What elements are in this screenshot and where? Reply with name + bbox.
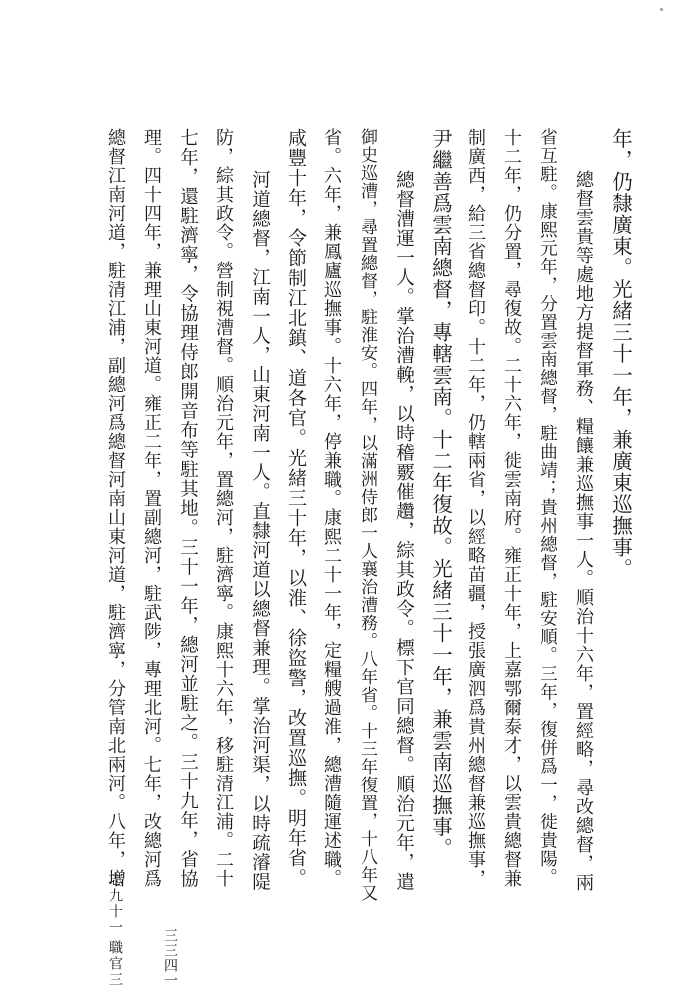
text-column-13: 七年，還駐濟寧，令協理侍郎開音布等駐其地。三十一年，總河並駐之。三十九年，省協 [177,128,199,889]
text-column-14: 理。四十四年，兼理山東河道。雍正二年，置副總河，駐武陟，專理北河。七年，改總河爲 [141,128,162,888]
text-column-12: 防，綜其政令。營制視漕督。順治元年，置總河，駐濟寧。康熙十六年，移駐清江浦。二十 [213,128,234,888]
text-column-4: 十二年，仍分置，尋復故。二十六年，徙雲南府。雍正十年，上嘉鄂爾泰才，以雲貴總督兼 [501,128,522,888]
text-column-5: 制廣西，給三省總督印。十二年，仍轄兩省，以經略苗疆，授張廣泗爲貴州總督兼巡撫事， [465,128,486,888]
text-column-2: 總督雲貴等處地方提督軍務、糧饟兼巡撫事一人。順治十六年，置經略，尋改總督，兩 [573,170,594,892]
text-column-11: 河道總督，江南一人，山東河南一人。直隸河道以總督兼理。掌治河渠，以時疏濬隄 [249,170,271,892]
text-column-8: 御史巡漕，尋置總督，駐淮安。四年，以滿洲侍郎一人襄治漕務。八年省。十三年復置，十八年又 [357,128,377,902]
scan-dot [660,8,663,11]
text-column-7: 總督漕運一人。掌治漕輓，以時稽覈催趲，綜其政令。標下官同總督。順治元年，遣 [393,170,415,892]
text-column-10: 咸豐十年，令節制江北鎮、道各官。光緒三十年，以淮、徐盜警，改置巡撫。明年省。 [285,128,307,888]
text-column-6: 尹繼善爲雲南總督，專轄雲南。十二年復故。光緒三十一年，兼雲南巡撫事。 [428,128,453,859]
section-label: 職官三 [107,940,123,988]
text-column-9: 省。六年，兼鳳廬巡撫事。十六年，停兼職。康熙二十一年，定糧艘過淮，總漕隨運述職。 [321,128,342,888]
text-column-15: 總督江南河道，駐清江浦，副總河爲總督河南山東河道，駐濟寧，分管南北兩河。八年，增 [105,128,126,888]
text-column-1: 年，仍隸廣東。光緒三十一年，兼廣東巡撫事。 [608,128,633,580]
volume-label: 志九十一 [107,872,123,936]
text-column-3: 省互駐。康熙元年，分置雲南總督，駐曲靖；貴州總督，駐安順。三年，復併爲一，徙貴陽。 [537,128,558,887]
page-number: 三三四一 [162,928,178,988]
